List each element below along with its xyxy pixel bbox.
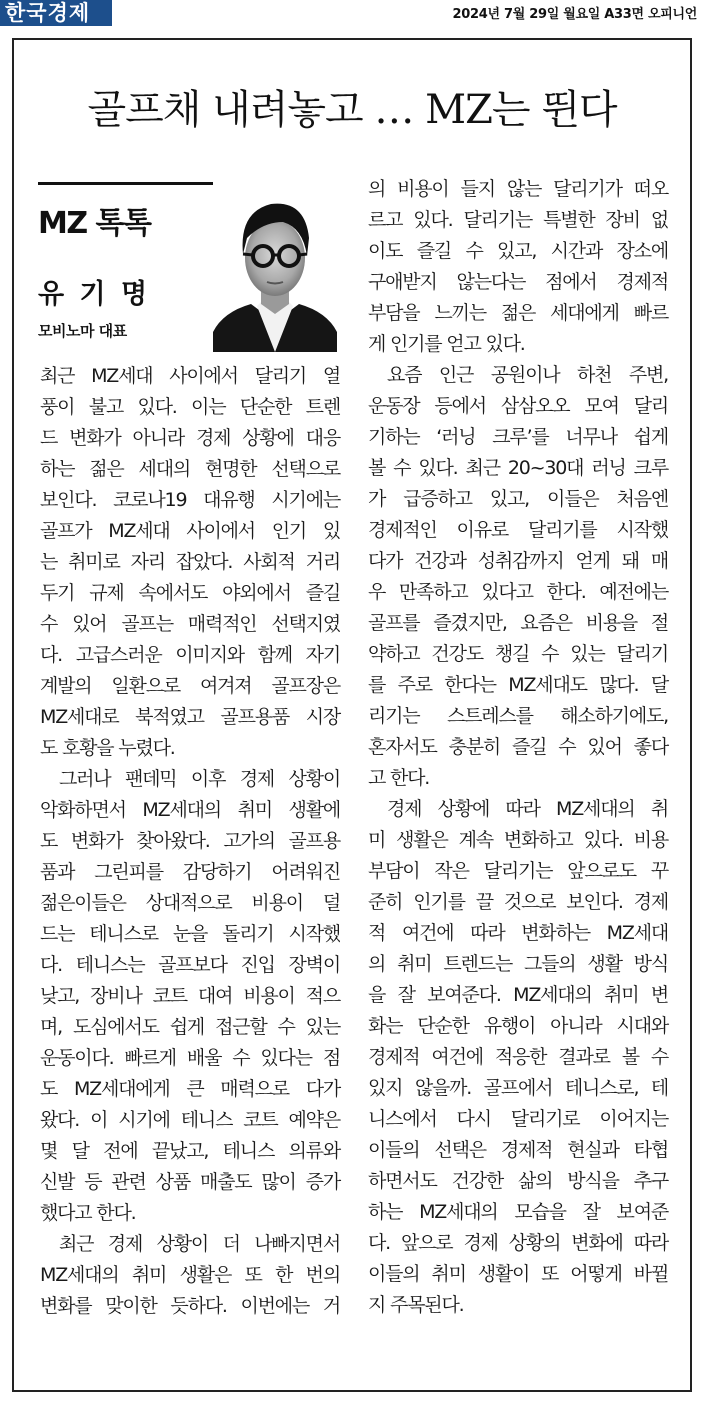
text-line: 부담이 작은 달리기는 앞으로도 꾸 <box>368 860 668 882</box>
text-line: 계발의 일환으로 여겨져 골프장은 <box>40 675 340 697</box>
text-line: 하는 젊은 세대의 현명한 선택으로 <box>40 458 340 480</box>
text-line: 며, 도심에서도 쉽게 접근할 수 있는 <box>40 1016 340 1038</box>
text-line: 가 급증하고 있고, 이들은 처음엔 <box>368 488 668 510</box>
body-column-left <box>40 361 340 1322</box>
text-line: 드 변화가 아니라 경제 상황에 대응 <box>40 427 340 449</box>
text-line: 다가 건강과 성취감까지 얻게 돼 매 <box>368 550 668 572</box>
text-line: 이들의 취미 생활이 또 어떻게 바뀔 <box>368 1263 668 1285</box>
text-line: 미 생활은 계속 변화하고 있다. 비용 <box>368 829 668 851</box>
text-line: 의 취미 트렌드는 그들의 생활 방식 <box>368 953 668 975</box>
text-line: 혼자서도 충분히 즐길 수 있어 좋다 <box>368 736 668 758</box>
text-line: 부담을 느끼는 젊은 세대에게 빠르 <box>368 302 668 324</box>
paragraph <box>40 361 340 764</box>
text-line: 을 잘 보여준다. MZ세대의 취미 변 <box>368 984 668 1006</box>
text-line: 운동이다. 빠르게 배울 수 있다는 점 <box>40 1047 340 1069</box>
text-line: 있지 않을까. 골프에서 테니스로, 테 <box>368 1077 668 1099</box>
text-line: 최근 경제 상황이 더 나빠지면서 <box>59 1233 340 1255</box>
paragraph <box>368 794 668 1321</box>
author-title: 모비노마 대표 <box>38 322 127 340</box>
text-line: 왔다. 이 시기에 테니스 코트 예약은 <box>40 1109 340 1131</box>
dateline: 2024년 7월 29일 월요일 A33면 오피니언 <box>452 7 697 22</box>
text-line: 보인다. 코로나19 대유행 시기에는 <box>40 489 340 511</box>
paragraph <box>368 360 668 794</box>
text-line: 다. 고급스러운 이미지와 함께 자기 <box>40 644 340 666</box>
headline: 골프채 내려놓고 … MZ는 뛴다 <box>87 87 617 133</box>
text-line: 화는 단순한 유행이 아니라 시대와 <box>368 1015 668 1037</box>
text-line: 우 만족하고 있다고 한다. 예전에는 <box>368 581 668 603</box>
text-line: 다. 앞으로 경제 상황의 변화에 따라 <box>368 1232 668 1254</box>
text-line: MZ세대의 취미 생활은 또 한 번의 <box>40 1264 340 1286</box>
text-line: 풍이 불고 있다. 이는 단순한 트렌 <box>40 396 340 418</box>
text-line: 골프를 즐겼지만, 요즘은 비용을 절 <box>368 612 668 634</box>
text-line: 이들의 선택은 경제적 현실과 타협 <box>368 1139 668 1161</box>
paragraph <box>40 1229 340 1322</box>
text-line: 이도 즐길 수 있고, 시간과 장소에 <box>368 240 668 262</box>
text-line: 드는 테니스로 눈을 돌리기 시작했 <box>40 923 340 945</box>
text-line: 경제적 여건에 적응한 결과로 볼 수 <box>368 1046 668 1068</box>
text-line: MZ세대로 북적였고 골프용품 시장 <box>40 706 340 728</box>
text-line: 수 있어 골프는 매력적인 선택지였 <box>40 613 340 635</box>
text-line: 볼 수 있다. 최근 20~30대 러닝 크루 <box>368 457 668 479</box>
paragraph <box>368 174 668 360</box>
paragraph <box>40 764 340 1229</box>
text-line: 경제적인 이유로 달리기를 시작했 <box>368 519 668 541</box>
text-line: 그러나 팬데믹 이후 경제 상황이 <box>59 768 340 790</box>
text-line: 운동장 등에서 삼삼오오 모여 달리 <box>368 395 668 417</box>
body-column-right <box>368 174 668 1321</box>
text-line: 변화를 맞이한 듯하다. 이번에는 거 <box>40 1295 340 1317</box>
text-line: 를 주로 한다는 MZ세대도 많다. 달 <box>368 674 668 696</box>
text-line: 경제 상황에 따라 MZ세대의 취 <box>387 798 668 820</box>
text-line: 요즘 인근 공원이나 하천 주변, <box>387 364 668 386</box>
text-line: 약하고 건강도 챙길 수 있는 달리기 <box>368 643 668 665</box>
text-line: 게 인기를 얻고 있다. <box>368 333 525 355</box>
text-line: 최근 MZ세대 사이에서 달리기 열 <box>40 365 340 387</box>
text-line: 몇 달 전에 끝났고, 테니스 의류와 <box>40 1140 340 1162</box>
author-photo <box>213 182 337 352</box>
text-line: 는 취미로 자리 잡았다. 사회적 거리 <box>40 551 340 573</box>
text-line: 기하는 ‘러닝 크루’를 너무나 쉽게 <box>368 426 668 448</box>
text-line: 낮고, 장비나 코트 대여 비용이 적으 <box>40 985 340 1007</box>
text-line: 니스에서 다시 달리기로 이어지는 <box>368 1108 668 1130</box>
text-line: 악화하면서 MZ세대의 취미 생활에 <box>40 799 340 821</box>
text-line: 적 여건에 따라 변화하는 MZ세대 <box>368 922 668 944</box>
newspaper-logo: 한국경제 <box>0 0 112 26</box>
text-line: 신발 등 관련 상품 매출도 많이 증가 <box>40 1171 340 1193</box>
text-line: 하는 MZ세대의 모습을 잘 보여준 <box>368 1201 668 1223</box>
author-portrait-icon <box>213 182 337 352</box>
text-line: 했다고 한다. <box>40 1202 136 1224</box>
text-line: 준히 인기를 끌 것으로 보인다. 경제 <box>368 891 668 913</box>
column-name: MZ 톡톡 <box>38 206 151 241</box>
text-line: 품과 그린피를 감당하기 어려워진 <box>40 861 340 883</box>
text-line: 다. 테니스는 골프보다 진입 장벽이 <box>40 954 340 976</box>
text-line: 하면서도 건강한 삶의 방식을 추구 <box>368 1170 668 1192</box>
author-name: 유 기 명 <box>38 279 151 310</box>
text-line: 고 한다. <box>368 767 430 789</box>
text-line: 도 변화가 찾아왔다. 고가의 골프용 <box>40 830 340 852</box>
text-line: 도 호황을 누렸다. <box>40 737 175 759</box>
text-line: 구애받지 않는다는 점에서 경제적 <box>368 271 668 293</box>
text-line: 젊은이들은 상대적으로 비용이 덜 <box>40 892 340 914</box>
text-line: 르고 있다. 달리기는 특별한 장비 없 <box>368 209 668 231</box>
text-line: 지 주목된다. <box>368 1294 464 1316</box>
text-line: 골프가 MZ세대 사이에서 인기 있 <box>40 520 340 542</box>
text-line: 리기는 스트레스를 해소하기에도, <box>368 705 668 727</box>
text-line: 의 비용이 들지 않는 달리기가 떠오 <box>368 178 668 200</box>
text-line: 도 MZ세대에게 큰 매력으로 다가 <box>40 1078 340 1100</box>
text-line: 두기 규제 속에서도 야외에서 즐길 <box>40 582 340 604</box>
